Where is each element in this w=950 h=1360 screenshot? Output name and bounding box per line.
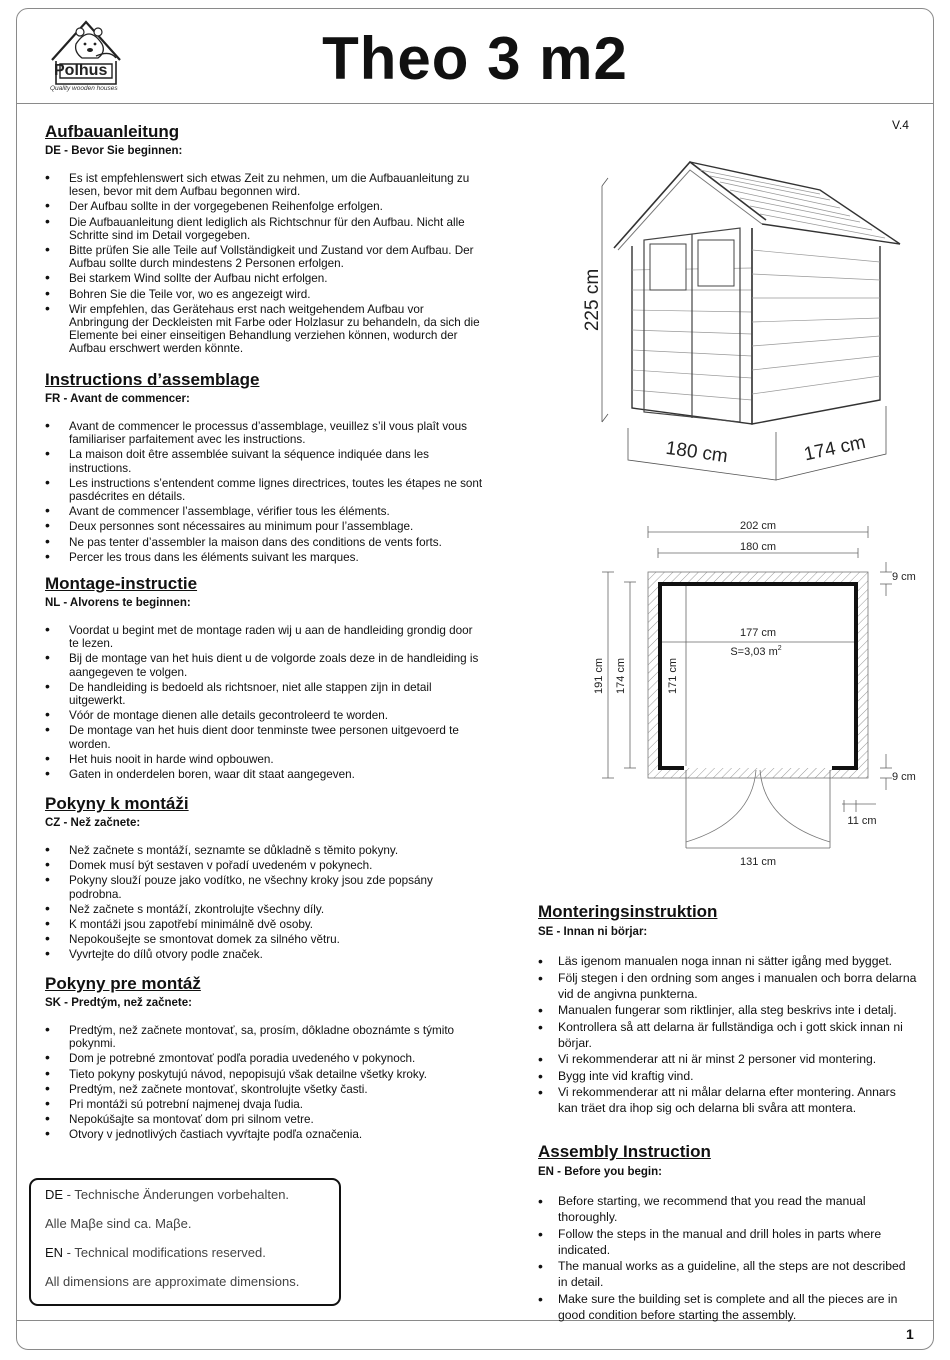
list-item: • Bij de montage van het huis dient u de volgorde zoals deze in de handleiding is aangegeven te volgen. <box>45 652 485 678</box>
area-label: S=3,03 $m^2$ <box>730 645 782 658</box>
list-item: • Manualen fungerar som riktlinjer, alla steg beskrivs inte i detalj. <box>538 1002 918 1018</box>
list-item: • Nepokúšajte sa montovať dom pri silnom vetre. <box>45 1113 485 1126</box>
section-subheading: SE - Innan ni börjar: <box>538 926 648 938</box>
section-subheading: NL - Alvorens te beginnen: <box>45 597 191 609</box>
instruction-list <box>538 953 918 1116</box>
outer-width-label: 202 cm <box>739 520 777 532</box>
list-item: • Het huis nooit in harde wind opbouwen. <box>45 753 485 766</box>
list-item: • Nepokoušejte se smontovat domek za silného větru. <box>45 933 485 946</box>
disclaimer-box <box>29 1178 341 1306</box>
section-cz <box>45 794 485 974</box>
section-nl <box>45 574 485 794</box>
list-item: • Der Aufbau sollte in der vorgegebenen Reihenfolge erfolgen. <box>45 200 485 213</box>
instruction-list <box>45 624 485 781</box>
list-item: • Before starting, we recommend that you read the manual thoroughly. <box>538 1193 918 1225</box>
list-item: • Tieto pokyny poskytujú návod, nepopisujú však detailne všetky kroky. <box>45 1068 485 1081</box>
section-heading: Assembly Instruction <box>538 1142 711 1161</box>
list-item: • Bohren Sie die Teile vor, wo es angezeigt wird. <box>45 288 485 301</box>
list-item: • Kontrollera så att delarna är fullständiga och i gott skick innan ni börjar. <box>538 1019 918 1051</box>
section-de <box>45 122 485 370</box>
instruction-list <box>45 1024 485 1142</box>
list-item: • Pri montáži sú potrební najmenej dvaja ľudia. <box>45 1098 485 1111</box>
list-item: • Follow the steps in the manual and drill holes in parts where indicated. <box>538 1226 918 1258</box>
list-item: • Dom je potrebné zmontovať podľa poradia uvedeného v pokynoch. <box>45 1052 485 1065</box>
list-item: • Es ist empfehlenswert sich etwas Zeit zu nehmen, um die Aufbauanleitung zu lesen, bevor mit dem Aufbau begonnen wird. <box>45 172 485 198</box>
note-text: - Technische Änderungen vorbehalten. <box>63 1187 290 1202</box>
list-item: • Domek musí být sestaven v pořadí uvedeném v pokynech. <box>45 859 485 872</box>
door-width-label: 131 cm <box>739 856 777 868</box>
list-item: • Vi rekommenderar att ni målar delarna efter montering. Annars kan träet dra ihop sig och delarna bli svåra att montera. <box>538 1084 918 1116</box>
section-subheading: CZ - Než začnete: <box>45 817 141 829</box>
list-item: • Voordat u begint met de montage raden wij u aan de handleiding grondig door te lezen. <box>45 624 485 650</box>
section-subheading: SK - Predtým, než začnete: <box>45 997 192 1009</box>
list-item: • Bygg inte vid kraftig vind. <box>538 1068 918 1084</box>
instruction-list <box>538 1193 918 1323</box>
note-de-dimensions: Alle Maβe sind ca. Maβe. <box>45 1216 192 1231</box>
list-item: • Läs igenom manualen noga innan ni sätter igång med bygget. <box>538 953 918 969</box>
list-item: • Pokyny slouží pouze jako vodítko, ne všechny kroky jsou zde popsány podrobna. <box>45 874 485 900</box>
list-item: • Vóór de montage dienen alle details gecontroleerd te worden. <box>45 709 485 722</box>
list-item: • Följ stegen i den ordning som anges i manualen och borra delarna vid de angivna punkterna. <box>538 970 918 1002</box>
list-item: • Wir empfehlen, das Gerätehaus erst nach weitgehendem Aufbau vor Anbringung der Deckleisten mit Farbe oder Holzlasur zu behandeln, da sich die Elemente bei einer einseitigen Behandlung verziehen können, wodurch der Aufbau erschwert werden könnte. <box>45 303 485 356</box>
section-heading: Pokyny k montáži <box>45 794 189 813</box>
interior-width-label: 177 cm <box>739 627 777 639</box>
right-column <box>538 902 918 1323</box>
list-item: • Percer les trous dans les éléments suivant les marques. <box>45 551 485 564</box>
note-en-dimensions: All dimensions are approximate dimensions. <box>45 1274 300 1289</box>
section-heading: Monteringsinstruktion <box>538 902 718 921</box>
section-subheading: DE - Bevor Sie beginnen: <box>45 145 183 157</box>
instruction-list <box>45 420 485 564</box>
section-heading: Instructions d’assemblage <box>45 370 260 389</box>
section-heading: Montage-instructie <box>45 574 198 593</box>
list-item: • Avant de commencer le processus d’assemblage, veuillez s’il vous plaît vous familiariser parfaitement avec les instructions. <box>45 420 485 446</box>
list-item: • Ne pas tenter d’assembler la maison dans des conditions de vents forts. <box>45 536 485 549</box>
list-item: • The manual works as a guideline, all the steps are not described in detail. <box>538 1258 918 1290</box>
section-en <box>538 1142 918 1323</box>
top-wall-label: 9 cm <box>892 571 916 583</box>
inner-width-label: 180 cm <box>739 541 777 553</box>
section-fr <box>45 370 485 574</box>
note-en-modifications <box>45 1246 325 1260</box>
list-item: • Bei starkem Wind sollte der Aufbau nicht erfolgen. <box>45 272 485 285</box>
list-item: • Bitte prüfen Sie alle Teile auf Vollständigkeit und Zustand vor dem Aufbau. Der Aufbau sollte durch mindestens 2 Personen erfolgen. <box>45 244 485 270</box>
shed-3d-drawing <box>580 150 910 490</box>
list-item: • Predtým, než začnete montovať, sa, prosím, dôkladne oboznámte s týmito pokynmi. <box>45 1024 485 1050</box>
note-de-modifications <box>45 1188 325 1202</box>
wall-depth-label: 174 cm <box>615 657 627 695</box>
section-subheading: EN - Before you begin: <box>538 1166 662 1178</box>
list-item: • K montáži jsou zapotřebí minimálně dvě osoby. <box>45 918 485 931</box>
instruction-list <box>45 172 485 356</box>
list-item: • Avant de commencer l’assemblage, vérifier tous les éléments. <box>45 505 485 518</box>
note-text: - Technical modifications reserved. <box>63 1245 266 1260</box>
list-item: • Vyvrtejte do dílů otvory podle značek. <box>45 948 485 961</box>
inner-depth-label: 171 cm <box>667 657 679 695</box>
lang-code: EN <box>45 1245 64 1260</box>
outer-depth-label: 191 cm <box>593 657 605 695</box>
list-item: • Gaten in onderdelen boren, waar dit staat aangegeven. <box>45 768 485 781</box>
list-item: • Predtým, než začnete montovať, skontrolujte všetky časti. <box>45 1083 485 1096</box>
section-sk <box>45 974 485 1142</box>
section-heading: Aufbauanleitung <box>45 122 180 141</box>
depth-label: 174 cm <box>802 431 868 466</box>
list-item: • Make sure the building set is complete and all the pieces are in good condition before starting the assembly. <box>538 1291 918 1323</box>
lang-code: DE <box>45 1187 64 1202</box>
list-item: • Vi rekommenderar att ni är minst 2 personer vid montering. <box>538 1051 918 1067</box>
floor-plan-diagram <box>580 512 930 882</box>
page-number: 1 <box>906 1326 914 1342</box>
width-label: 180 cm <box>664 437 730 468</box>
list-item: • Die Aufbauanleitung dient lediglich als Richtschnur für den Aufbau. Nicht alle Schritte sind im Detail vorgegeben. <box>45 216 485 242</box>
list-item: • De handleiding is bedoeld als richtsnoer, niet alle stappen zijn in detail uitgewerkt. <box>45 681 485 707</box>
section-subheading: FR - Avant de commencer: <box>45 393 190 405</box>
logo-tagline: Quality wooden houses <box>50 85 118 92</box>
left-column <box>45 122 485 1144</box>
list-item: • De montage van het huis dient door tenminste twee personen uitgevoerd te worden. <box>45 724 485 750</box>
page-title: Theo 3 m2 <box>322 25 628 92</box>
list-item: • Les instructions s’entendent comme lignes directrices, toutes les étapes ne sont pasdécrites en détails. <box>45 477 485 503</box>
list-item: • Než začnete s montáží, seznamte se důkladně s těmito pokyny. <box>45 844 485 857</box>
instruction-list <box>45 844 485 962</box>
version-label: V.4 <box>892 118 909 132</box>
list-item: • Deux personnes sont nécessaires au minimum pour l’assemblage. <box>45 520 485 533</box>
list-item: • Otvory v jednotlivých častiach vyvŕtajte podľa označenia. <box>45 1128 485 1141</box>
list-item: • Než začnete s montáží, zkontrolujte všechny díly. <box>45 903 485 916</box>
list-item: • La maison doit être assemblée suivant la séquence indiquée dans les instructions. <box>45 448 485 474</box>
bottom-wall-label: 9 cm <box>892 771 916 783</box>
header-divider <box>16 103 934 104</box>
height-label: 225 cm <box>582 268 603 332</box>
overhang-label: 11 cm <box>847 815 877 827</box>
section-se <box>538 902 918 1142</box>
section-heading: Pokyny pre montáž <box>45 974 201 993</box>
logo-name: Polhus <box>54 62 108 79</box>
